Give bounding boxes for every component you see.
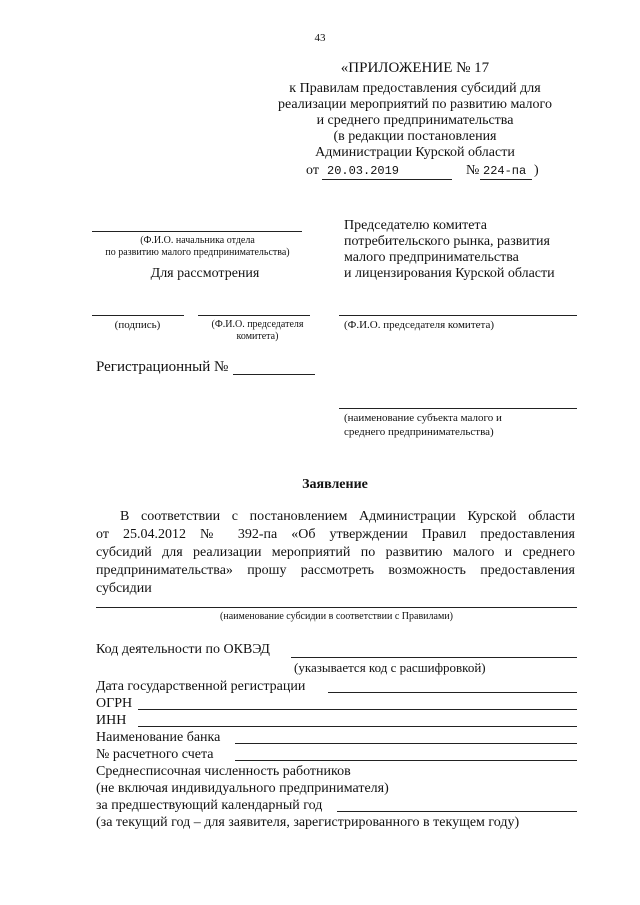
annex-date-underline	[322, 179, 452, 180]
signature-line	[92, 315, 184, 316]
committee-chair-fio-caption: (Ф.И.О. председателя комитета)	[344, 319, 494, 331]
subject-caption-2: среднего предпринимательства)	[344, 426, 494, 438]
okved-caption: (указывается код с расшифровкой)	[294, 660, 486, 675]
subsidy-name-line[interactable]	[96, 607, 577, 608]
chair-fio-caption-1: (Ф.И.О. председателя	[211, 319, 304, 330]
annex-title: «ПРИЛОЖЕНИЕ № 17	[340, 60, 490, 76]
signature-caption: (подпись)	[114, 319, 161, 331]
addressee-line-3: малого предпринимательства	[344, 250, 519, 265]
account-number-input-line[interactable]	[235, 760, 577, 761]
headcount-note: (не включая индивидуального предпринимателя)	[96, 781, 389, 796]
annex-number-underline	[480, 179, 532, 180]
subject-name-line[interactable]	[339, 408, 577, 409]
registration-date-input-line[interactable]	[328, 692, 577, 693]
subsidy-caption: (наименование субсидии в соответствии с Правилами)	[220, 611, 453, 622]
page-number: 43	[314, 32, 326, 44]
subject-caption-1: (наименование субъекта малого и	[344, 412, 502, 424]
addressee-line-4: и лицензирования Курской области	[344, 266, 555, 281]
bank-name-input-line[interactable]	[235, 743, 577, 744]
head-of-department-caption-2: по развитию малого предпринимательства)	[105, 247, 290, 258]
addressee-line-1: Председателю комитета	[344, 218, 487, 233]
annex-line-3: и среднего предпринимательства	[316, 113, 514, 128]
statement-paragraph-line-4: предпринимательства» прошу рассмотреть возможность предоставления	[96, 563, 575, 578]
annex-line-5: Администрации Курской области	[315, 145, 515, 160]
annex-number-prefix: №	[466, 163, 480, 178]
registration-number-line[interactable]	[233, 374, 315, 375]
committee-chair-fio-line	[339, 315, 577, 316]
for-review-label: Для рассмотрения	[150, 266, 260, 281]
chair-fio-caption-2: комитета)	[236, 331, 279, 342]
addressee-line-2: потребительского рынка, развития	[344, 234, 550, 249]
statement-paragraph-line-1: В соответствии с постановлением Администрации Курской области	[120, 509, 575, 524]
registration-number-label: Регистрационный №	[96, 359, 229, 375]
statement-title: Заявление	[302, 477, 368, 492]
inn-label: ИНН	[96, 713, 127, 728]
previous-year-input-line[interactable]	[337, 811, 577, 812]
statement-paragraph-line-5: субсидии	[96, 581, 152, 596]
statement-paragraph-line-3: субсидий для реализации мероприятий по развитию малого и среднего	[96, 545, 575, 560]
statement-paragraph-line-2: от 25.04.2012 № 392-па «Об утверждении Правил предоставления	[96, 527, 575, 542]
annex-number-value: 224-па	[483, 164, 527, 178]
annex-date-value: 20.03.2019	[327, 164, 400, 178]
head-of-department-fio-line	[92, 231, 302, 232]
annex-line-4: (в редакции постановления	[333, 129, 497, 144]
registration-date-label: Дата государственной регистрации	[96, 679, 306, 694]
inn-input-line[interactable]	[138, 726, 577, 727]
ogrn-label: ОГРН	[96, 696, 133, 711]
annex-line-2: реализации мероприятий по развитию малого	[278, 97, 552, 112]
annex-date-prefix: от	[306, 163, 319, 178]
current-year-note: (за текущий год – для заявителя, зарегистрированного в текущем году)	[96, 815, 520, 830]
annex-closing: )	[534, 163, 539, 178]
okved-input-line[interactable]	[291, 657, 577, 658]
annex-line-1: к Правилам предоставления субсидий для	[289, 81, 541, 96]
head-of-department-caption-1: (Ф.И.О. начальника отдела	[140, 235, 255, 246]
chair-fio-line	[198, 315, 310, 316]
ogrn-input-line[interactable]	[138, 709, 577, 710]
bank-name-label: Наименование банка	[96, 730, 221, 745]
previous-year-label: за предшествующий календарный год	[96, 798, 323, 813]
okved-label: Код деятельности по ОКВЭД	[96, 642, 270, 657]
headcount-label: Среднесписочная численность работников	[96, 764, 351, 779]
account-number-label: № расчетного счета	[96, 747, 214, 762]
